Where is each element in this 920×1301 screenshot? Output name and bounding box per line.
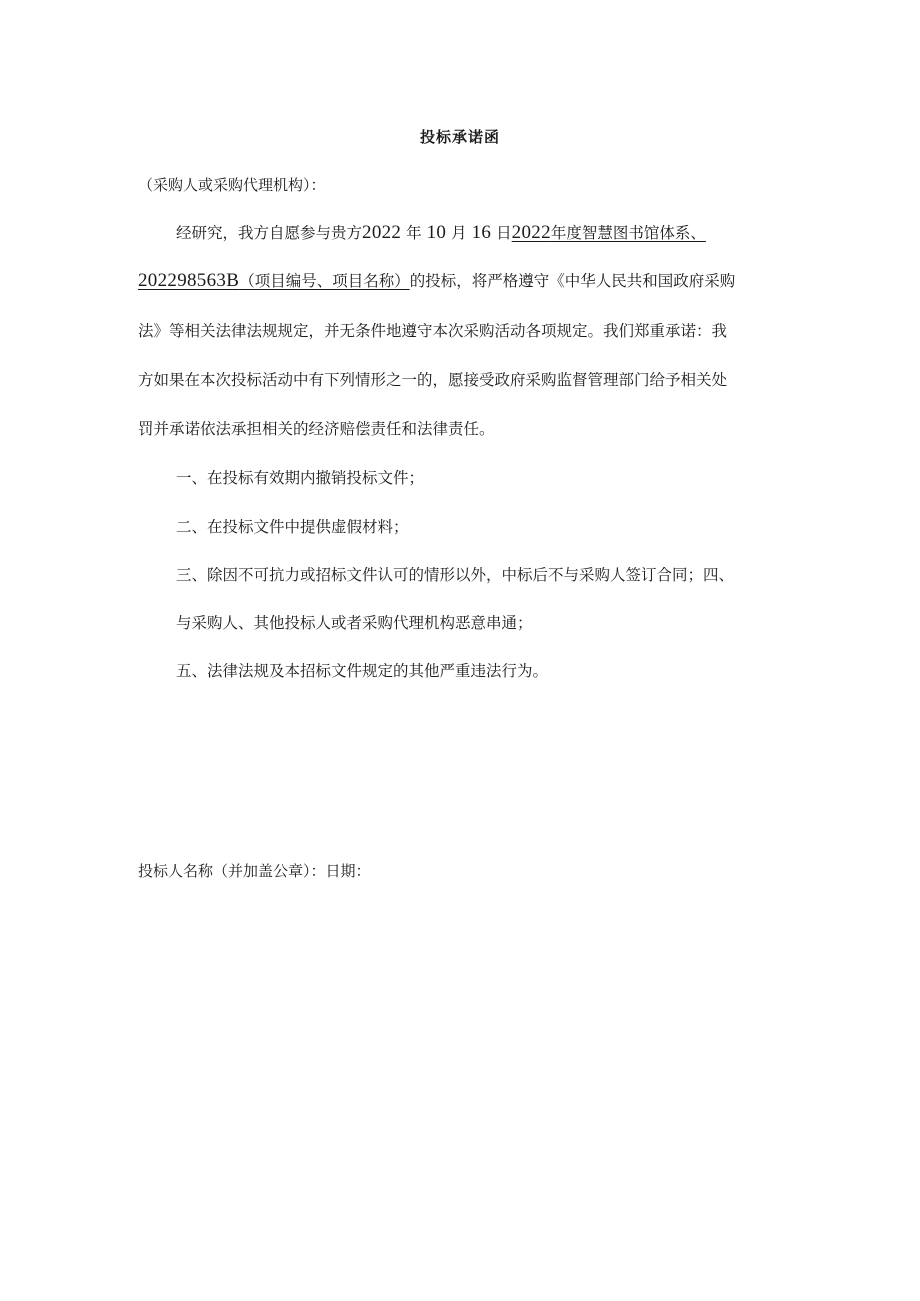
addressee-line: （采购人或采购代理机构）： (138, 176, 326, 194)
project-name-part1: 年度智慧图书馆体系、 (550, 224, 706, 242)
item-3: 三、除因不可抗力或招标文件认可的情形以外，中标后不与采购人签订合同；四、 (176, 566, 735, 584)
project-code-underlined (138, 272, 410, 290)
intro-line-5: 罚并承诺依法承担相关的经济赔偿责任和法律责任。 (138, 420, 495, 438)
intro-line-3: 法》等相关法律法规规定，并无条件地遵守本次采购活动各项规定。我们郑重承诺：我 (138, 322, 728, 340)
intro-line-1 (176, 222, 706, 244)
intro-line-4: 方如果在本次投标活动中有下列情形之一的，愿接受政府采购监督管理部门给予相关处 (138, 371, 728, 389)
item-4: 与采购人、其他投标人或者采购代理机构恶意串通； (176, 614, 533, 632)
project-name-underlined (512, 224, 706, 242)
date-year-unit: 年 (406, 224, 422, 242)
date-day: 16 (471, 222, 492, 243)
date-month-unit: 月 (451, 224, 467, 242)
signature-line: 投标人名称（并加盖公章）：日期： (138, 862, 371, 880)
intro-line-2-suffix: 的投标，将严格遵守《中华人民共和国政府采购 (409, 272, 736, 290)
date-year: 2022 (362, 222, 402, 243)
intro-prefix: 经研究，我方自愿参与贵方 (176, 224, 363, 242)
date-month: 10 (426, 222, 447, 243)
date-day-unit: 日 (496, 224, 512, 242)
intro-line-2 (138, 270, 735, 292)
item-1: 一、在投标有效期内撤销投标文件； (176, 469, 425, 487)
project-year: 2022 (511, 222, 551, 243)
project-name-part2: （项目编号、项目名称） (239, 272, 410, 290)
item-2: 二、在投标文件中提供虚假材料； (176, 518, 409, 536)
project-code: 202298563B (138, 270, 240, 291)
item-5: 五、法律法规及本招标文件规定的其他严重违法行为。 (176, 662, 549, 680)
page-title: 投标承诺函 (419, 128, 500, 146)
